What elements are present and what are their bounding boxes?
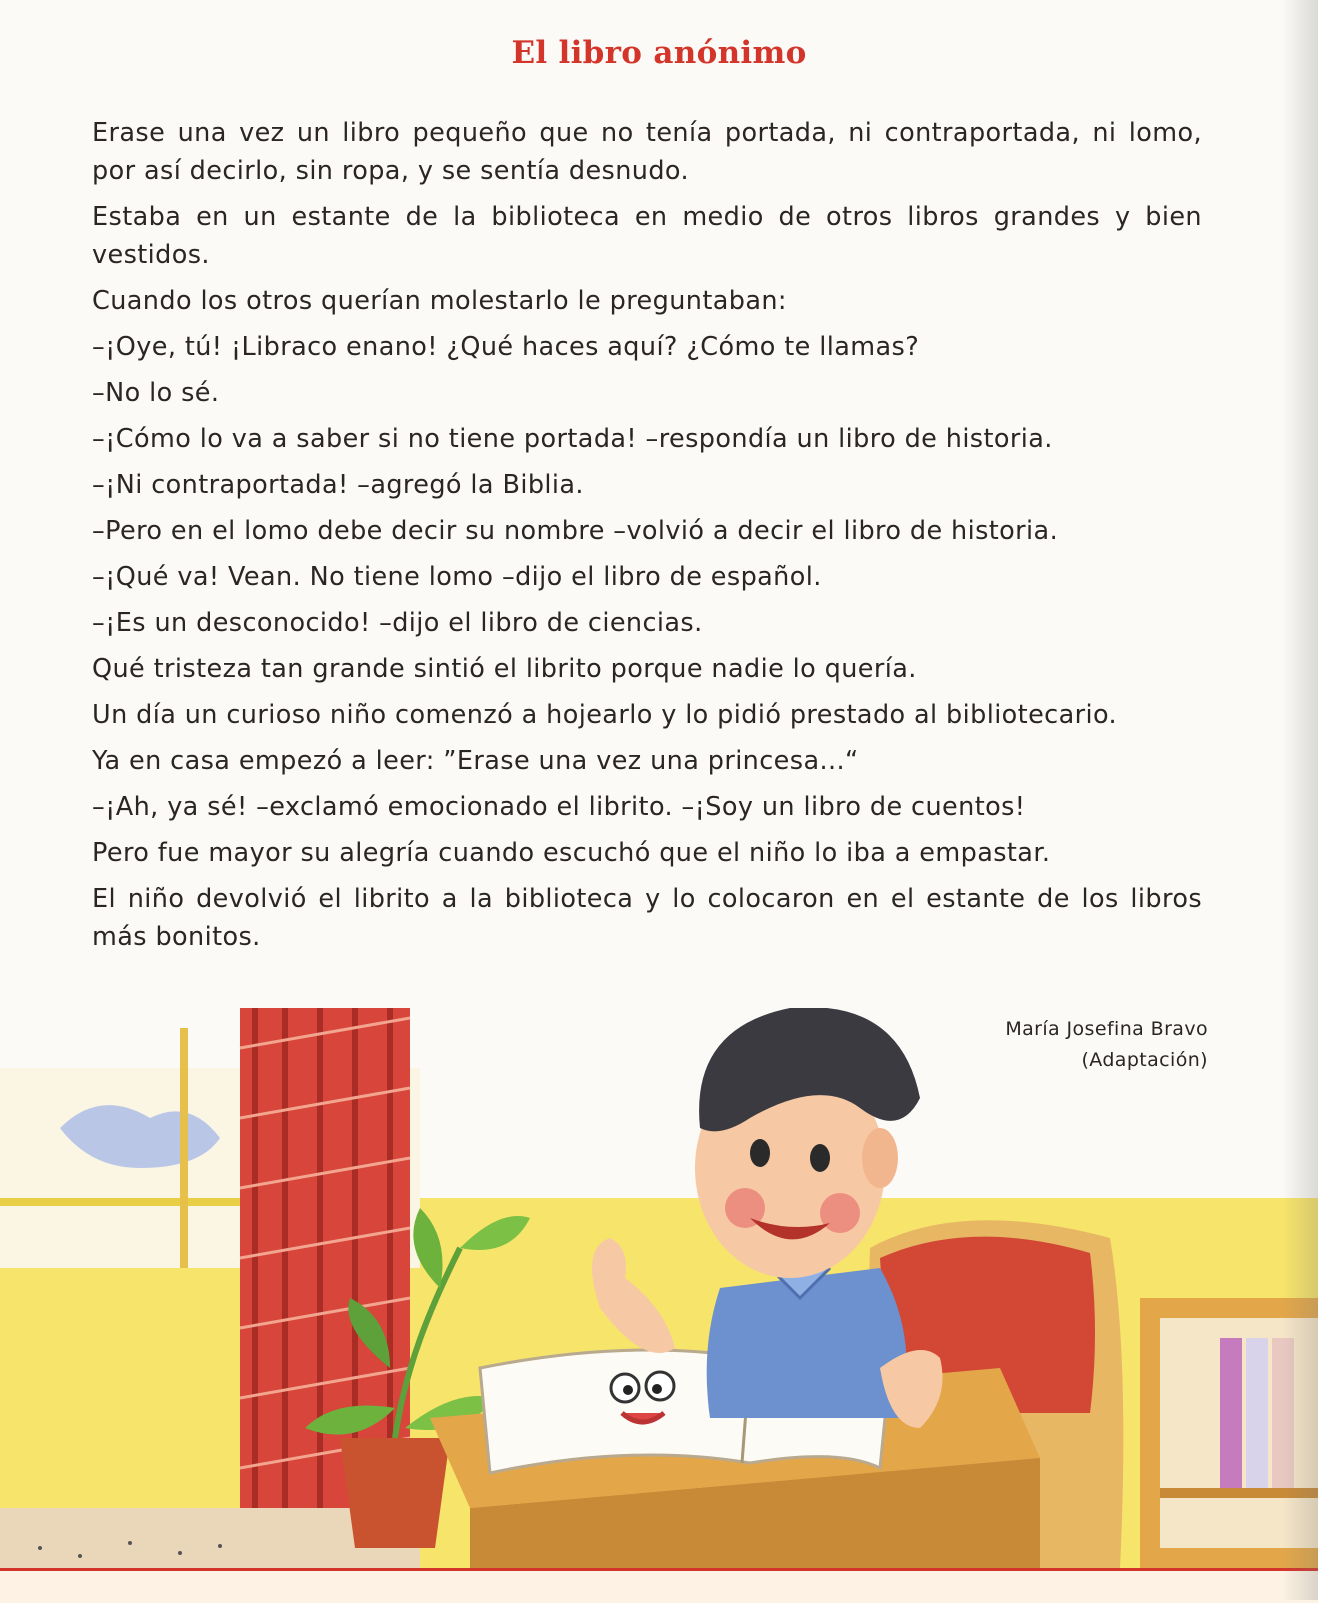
story-title: El libro anónimo (511, 34, 807, 71)
paragraph-10: –¡Es un desconocido! –dijo el libro de ciencias. (92, 608, 703, 638)
boy-reading-illustration (0, 1008, 1318, 1568)
decorative-border (0, 1568, 1318, 1603)
paragraph-16: El niño devolvió el librito a la biblioteca y lo colocaron en el estante de los libros más bonitos. (92, 884, 1202, 952)
adaptation-note: (Adaptación) (1081, 1049, 1208, 1071)
paragraph-15: Pero fue mayor su alegría cuando escuchó que el niño lo iba a empastar. (92, 838, 1051, 868)
paragraph-8: –Pero en el lomo debe decir su nombre –volvió a decir el libro de historia. (92, 516, 1059, 546)
window-frame-left (180, 1028, 188, 1268)
author-name: María Josefina Bravo (1005, 1018, 1208, 1040)
paragraph-1: Erase una vez un libro pequeño que no tenía portada, ni contraportada, ni lomo, por así decirlo, sin ropa, y se sentía desnudo. (92, 118, 1202, 186)
window-sill (0, 1198, 240, 1206)
paragraph-6: –¡Cómo lo va a saber si no tiene portada! –respondía un libro de historia. (92, 424, 1053, 454)
story-text (92, 114, 1202, 964)
page-gutter-shadow (1282, 0, 1318, 1600)
paragraph-4: –¡Oye, tú! ¡Libraco enano! ¿Qué haces aquí? ¿Cómo te llamas? (92, 332, 920, 362)
paragraph-5: –No lo sé. (92, 378, 220, 408)
paragraph-2: Estaba en un estante de la biblioteca en medio de otros libros grandes y bien vestidos. (92, 202, 1202, 270)
paragraph-9: –¡Qué va! Vean. No tiene lomo –dijo el libro de español. (92, 562, 822, 592)
paragraph-11: Qué tristeza tan grande sintió el librito porque nadie lo quería. (92, 654, 917, 684)
paragraph-12: Un día un curioso niño comenzó a hojearlo y lo pidió prestado al bibliotecario. (92, 700, 1118, 730)
paragraph-14: –¡Ah, ya sé! –exclamó emocionado el librito. –¡Soy un libro de cuentos! (92, 792, 1026, 822)
paragraph-13: Ya en casa empezó a leer: ”Erase una vez una princesa...“ (92, 746, 859, 776)
paragraph-3: Cuando los otros querían molestarlo le preguntaban: (92, 286, 787, 316)
paragraph-7: –¡Ni contraportada! –agregó la Biblia. (92, 470, 584, 500)
